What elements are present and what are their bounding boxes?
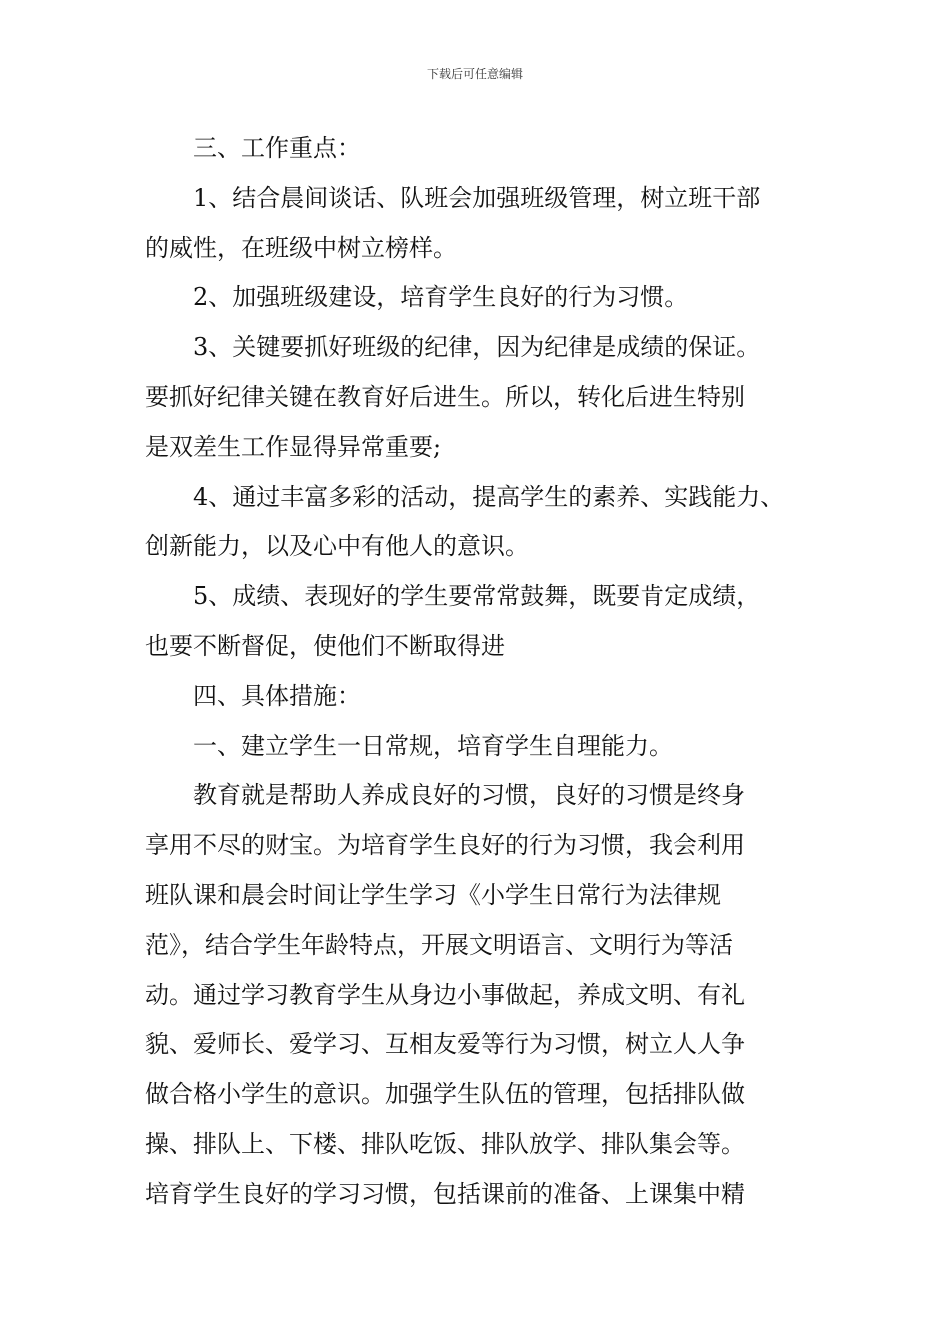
text-line: 操、排队上、下楼、排队吃饭、排队放学、排队集会等。 [145, 1129, 745, 1158]
paragraph [145, 124, 835, 174]
text-line: 范》，结合学生年龄特点，开展文明语言、文明行为等活 [145, 930, 733, 959]
page-header: 下载后可任意编辑 [426, 67, 523, 81]
text-line: 貌、爱师长、爱学习、互相友爱等行为习惯，树立人人争 [145, 1030, 745, 1059]
text-line: 3、关键要抓好班级的纪律，因为纪律是成绩的保证。 [193, 333, 761, 362]
paragraph [145, 174, 835, 274]
text-line: 动。通过学习教育学生从身边小事做起，养成文明、有礼 [145, 980, 745, 1009]
paragraph [145, 273, 835, 323]
text-line: 一、建立学生一日常规，培育学生自理能力。 [193, 731, 673, 760]
text-line: 要抓好纪律关键在教育好后进生。所以，转化后进生特别 [145, 382, 745, 411]
paragraph [145, 572, 835, 672]
text-line: 2、加强班级建设，培育学生良好的行为习惯。 [193, 283, 689, 312]
text-line: 三、工作重点： [193, 134, 361, 162]
text-line: 创新能力，以及心中有他人的意识。 [145, 532, 529, 561]
paragraph [145, 771, 835, 1219]
text-line: 培育学生良好的学习习惯，包括课前的准备、上课集中精 [145, 1179, 745, 1208]
text-line: 也要不断督促，使他们不断取得进 [145, 631, 505, 660]
text-line: 教育就是帮助人养成良好的习惯，良好的习惯是终身 [193, 781, 745, 810]
paragraph [145, 672, 835, 722]
text-line: 四、具体措施： [193, 681, 361, 710]
text-line: 班队课和晨会时间让学生学习《小学生日常行为法律规 [145, 880, 721, 909]
text-line: 的威性，在班级中树立榜样。 [145, 233, 457, 262]
document-body [145, 124, 835, 1220]
paragraph [145, 473, 835, 573]
paragraph [145, 323, 835, 472]
text-line: 是双差生工作显得异常重要; [145, 432, 442, 461]
text-line: 做合格小学生的意识。加强学生队伍的管理，包括排队做 [145, 1080, 745, 1109]
text-line: 5、成绩、表现好的学生要常常鼓舞，既要肯定成绩， [193, 582, 761, 611]
text-line: 1、结合晨间谈话、队班会加强班级管理，树立班干部 [193, 183, 761, 212]
text-line: 享用不尽的财宝。为培育学生良好的行为习惯，我会利用 [145, 831, 745, 860]
paragraph [145, 722, 835, 772]
text-line: 4、通过丰富多彩的活动，提高学生的素养、实践能力、 [193, 482, 785, 511]
